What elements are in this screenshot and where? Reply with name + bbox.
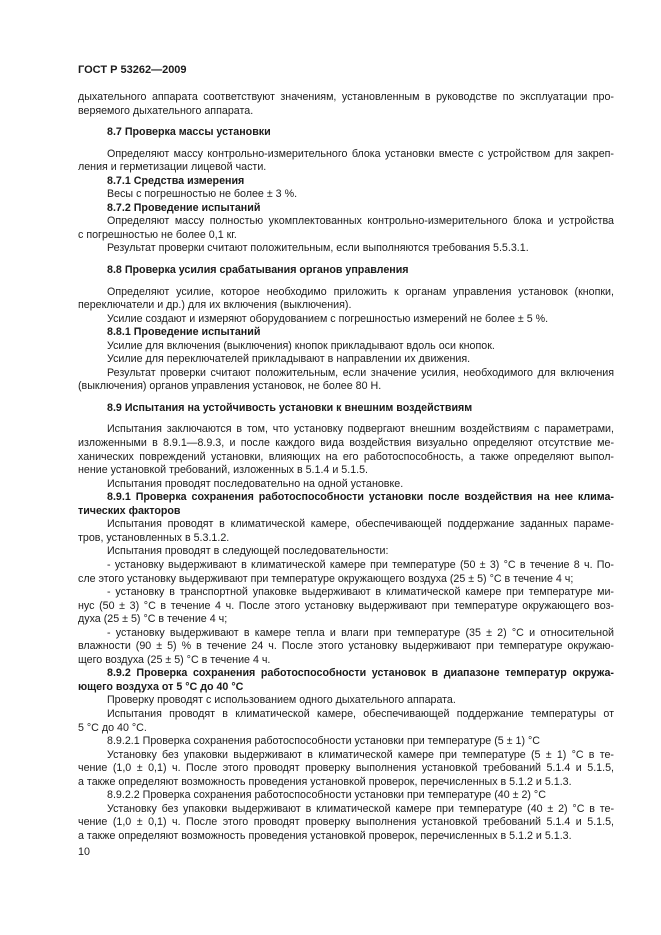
text-line: ханических повреждений установки, влияющих на его работоспособность, а также определяют выпол- (78, 450, 614, 463)
text-line: чение (1,0 ± 0,1) ч. После этого проводят проверку выполнения установкой требований 5.1.4 и 5.1.5, (78, 762, 614, 775)
document-header-title: ГОСТ Р 53262—2009 (78, 64, 187, 76)
subsection-heading-8-8-1 (78, 326, 614, 340)
text-line: Результат проверки считают положительным, если значение усилия, необходимого для включения (107, 366, 614, 379)
section-heading-8-9 (78, 402, 614, 416)
text-line: 8.9.2 Проверка сохранения работоспособности установок в диапазоне температур окружа- (107, 667, 614, 680)
text-line: духа (25 ± 5) °C в течение 4 ч; (78, 613, 228, 626)
section-heading-8-8 (78, 264, 614, 278)
text-line: нение установкой требований, изложенных в 5.1.4 и 5.1.5. (78, 464, 369, 477)
text-line: с погрешностью не более 0,1 кг. (78, 228, 237, 241)
text-line: Определяют массу полностью укомплектованных контрольно-измерительного блока и устройства (107, 215, 614, 228)
text-line: Испытания проводят последовательно на одной установке. (107, 477, 404, 490)
text-line: Весы с погрешностью не более ± 3 %. (107, 188, 298, 201)
paragraph (78, 286, 614, 313)
text-line: Испытания проводят в климатической камере, обеспечивающей поддержание температуры от (107, 707, 614, 720)
text-line: 8.8.1 Проведение испытаний (107, 326, 261, 339)
text-line: а также определяют возможность проведения установкой проверок, перечисленных в 5.1.2 и 5.1.3. (78, 829, 572, 842)
text-line: Результат проверки считают положительным, если выполняются требования 5.5.3.1. (107, 242, 529, 255)
text-line: - установку выдерживают в климатической камере при температуре (50 ± 3) °C в течение 8 ч. По- (107, 558, 614, 571)
paragraph (78, 749, 614, 790)
paragraph (78, 423, 614, 477)
paragraph (78, 694, 614, 708)
text-line: изложенными в 8.9.1—8.9.3, и после каждого вида воздействия визуально определяют отсутствие ме- (78, 437, 614, 450)
text-line: - установку выдерживают в камере тепла и влаги при температуре (35 ± 2) °C и относительной (107, 626, 614, 639)
paragraph (78, 478, 614, 492)
paragraph (78, 188, 614, 202)
text-line: 8.9 Испытания на устойчивость установки к внешним воздействиям (107, 401, 473, 414)
paragraph (78, 148, 614, 175)
text-line: Усилие для переключателей прикладывают в направлении их движения. (107, 353, 471, 366)
list-item (78, 586, 614, 627)
paragraph-continuation (78, 91, 614, 118)
text-line: Определяют массу контрольно-измерительного блока установки вместе с устройством для закреп- (107, 147, 614, 160)
clause-heading-8-9-2-1 (78, 735, 614, 749)
text-line: Испытания проводят в следующей последовательности: (107, 545, 389, 558)
text-line: 8.9.1 Проверка сохранения работоспособности установки после воздействия на нее клима- (107, 491, 614, 504)
text-line: ления и герметизации лицевой части. (78, 161, 267, 174)
text-line: сле этого установку выдерживают при температуре окружающего воздуха (25 ± 5) °C в течение 4 ч; (78, 572, 574, 585)
text-line: чение (1,0 ± 0,1) ч. После этого проводят проверку выполнения установкой требований 5.1.4 и 5.1.5, (78, 816, 614, 829)
text-line: Установку без упаковки выдерживают в климатической камере при температуре (40 ± 2) °C в те- (107, 802, 614, 815)
paragraph (78, 545, 614, 559)
text-line: Испытания проводят в климатической камере, обеспечивающей поддержание заданных параме- (107, 518, 614, 531)
text-line: веряемого дыхательного аппарата. (78, 104, 254, 117)
text-line: щего воздуха (25 ± 5) °C в течение 4 ч. (78, 653, 271, 666)
paragraph (78, 803, 614, 844)
text-line: 5 °C до 40 °C. (78, 721, 147, 734)
paragraph (78, 353, 614, 367)
text-line: 8.7 Проверка массы установки (107, 126, 271, 139)
subsection-heading-8-9-1 (78, 491, 614, 518)
text-line: 8.7.2 Проведение испытаний (107, 201, 261, 214)
text-line: 8.9.2.2 Проверка сохранения работоспособности установки при температуре (40 ± 2) °C (107, 789, 546, 802)
text-line: тров, установленных в 5.3.1.2. (78, 531, 230, 544)
document-body (78, 91, 614, 843)
paragraph (78, 313, 614, 327)
text-line: нус (50 ± 3) °C в течение 4 ч. После этого установку выдерживают при температуре окружающего воз- (78, 599, 614, 612)
text-line: Испытания заключаются в том, что установку подвергают внешним воздействиям с параметрами, (107, 423, 614, 436)
page-number: 10 (78, 846, 90, 858)
text-line: а также определяют возможность проведения установкой проверок, перечисленных в 5.1.2 и 5.1.3. (78, 775, 572, 788)
text-line: Определяют усилие, которое необходимо приложить к органам управления установок (кнопки, (107, 285, 614, 298)
text-line: дыхательного аппарата соответствуют значениям, установленным в руководстве по эксплуатации про- (78, 91, 614, 103)
text-line: ющего воздуха от 5 °C до 40 °C (78, 680, 244, 693)
paragraph (78, 518, 614, 545)
text-line: влажности (90 ± 5) % в течение 24 ч. После этого установку выдерживают при температуре окружаю- (78, 640, 614, 653)
subsection-heading-8-7-1 (78, 175, 614, 189)
list-item (78, 627, 614, 668)
text-line: Установку без упаковки выдерживают в климатической камере при температуре (5 ± 1) °C в те- (107, 748, 614, 761)
text-line: - установку в транспортной упаковке выдерживают в климатической камере при температуре ми- (107, 586, 614, 599)
text-line: Усилие для включения (выключения) кнопок прикладывают вдоль оси кнопок. (107, 339, 495, 352)
subsection-heading-8-9-2 (78, 667, 614, 694)
paragraph (78, 215, 614, 242)
text-line: (выключения) органов управления установок, не более 80 Н. (78, 380, 382, 393)
clause-heading-8-9-2-2 (78, 789, 614, 803)
list-item (78, 559, 614, 586)
subsection-heading-8-7-2 (78, 202, 614, 216)
text-line: Проверку проводят с использованием одного дыхательного аппарата. (107, 694, 456, 707)
paragraph (78, 340, 614, 354)
text-line: переключатели и др.) для их включения (выключения). (78, 299, 352, 312)
text-line: 8.9.2.1 Проверка сохранения работоспособности установки при температуре (5 ± 1) °C (107, 735, 540, 748)
paragraph (78, 242, 614, 256)
text-line: тических факторов (78, 504, 181, 517)
text-line: 8.7.1 Средства измерения (107, 174, 245, 187)
text-line: Усилие создают и измеряют оборудованием с погрешностью измерений не более ± 5 %. (107, 312, 549, 325)
paragraph (78, 367, 614, 394)
paragraph (78, 708, 614, 735)
section-heading-8-7 (78, 126, 614, 140)
text-line: 8.8 Проверка усилия срабатывания органов управления (107, 264, 409, 277)
